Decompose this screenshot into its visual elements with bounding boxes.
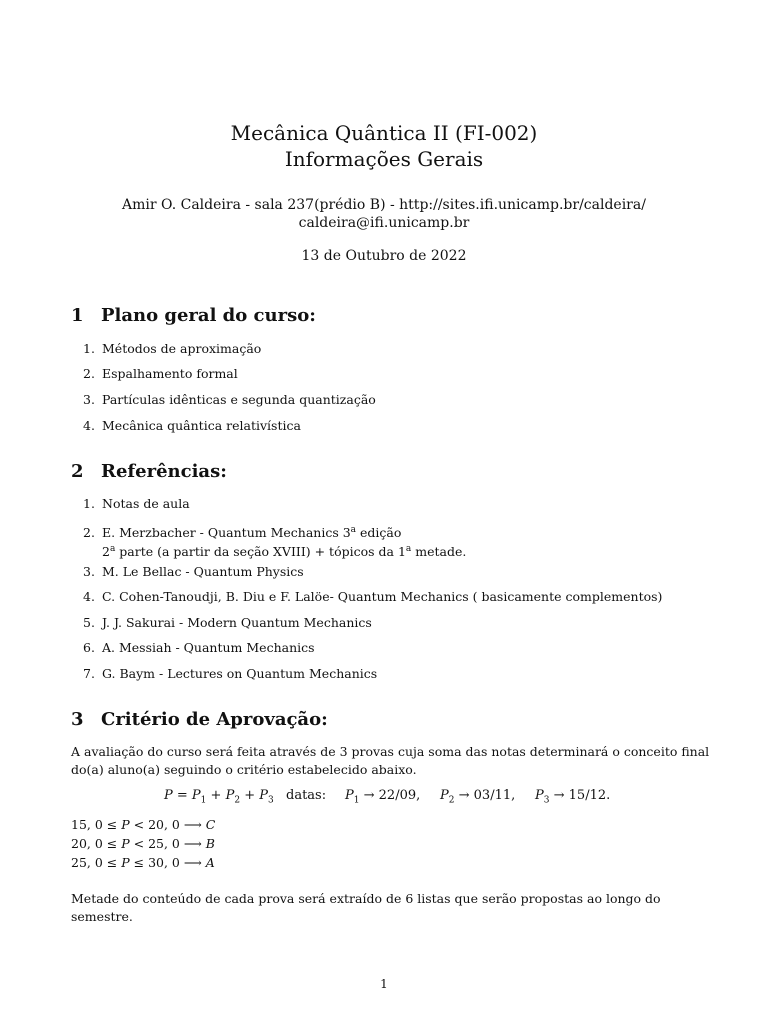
list-item: 2. E. Merzbacher - Quantum Mechanics 3$^a$ edição 2$^a$ parte (a partir da seção XVIII) + tópicos da 1$^a$ metade.: [83, 525, 467, 560]
page-number: 1: [380, 977, 388, 991]
grade-criterion: 20, 0 ≤ P < 25, 0 ⟶ B: [71, 836, 215, 851]
list-item: 6. A. Messiah - Quantum Mechanics: [83, 640, 315, 655]
grade-formula: $P = P_1 + P_2 + P_3$: [164, 788, 274, 806]
section-title: Referências:: [101, 461, 227, 482]
list-item: 4. Mecânica quântica relativística: [83, 418, 301, 433]
closing-paragraph: Metade do conteúdo de cada prova será extraído de 6 listas que serão propostas ao longo do semestre.: [71, 891, 661, 924]
list-item: 1. Métodos de aproximação: [83, 341, 262, 356]
list-item: 7. G. Baym - Lectures on Quantum Mechanics: [83, 666, 378, 681]
document-date: 13 de Outubro de 2022: [301, 248, 467, 264]
list-item: 4. C. Cohen-Tanoudji, B. Diu e F. Lalöe- Quantum Mechanics ( basicamente complementos): [83, 589, 663, 604]
title-line-2: Informações Gerais: [284, 147, 484, 171]
author-block: [0, 196, 768, 232]
exam-date-3: $P_3 \to 15/12$.: [535, 788, 611, 806]
list-item: 3. M. Le Bellac - Quantum Physics: [83, 564, 304, 579]
section-number: 1: [71, 305, 84, 326]
list-item: 2. Espalhamento formal: [83, 366, 238, 381]
grade-criterion: 15, 0 ≤ P < 20, 0 ⟶ C: [71, 817, 216, 832]
section-title: Critério de Aprovação:: [101, 709, 328, 730]
section-2-heading: [71, 461, 227, 482]
section-1-heading: [71, 305, 316, 326]
section-title: Plano geral do curso:: [101, 305, 316, 326]
document-title: [0, 120, 768, 172]
section-number: 3: [71, 709, 84, 730]
author-line-1: Amir O. Caldeira - sala 237(prédio B) - http://sites.ifi.unicamp.br/caldeira/: [122, 197, 646, 213]
author-email: caldeira@ifi.unicamp.br: [298, 215, 470, 231]
section-3-heading: [71, 709, 328, 730]
section-number: 2: [71, 461, 84, 482]
list-item: 1. Notas de aula: [83, 496, 190, 511]
list-item: 5. J. J. Sakurai - Modern Quantum Mechanics: [83, 615, 372, 630]
dates-label: datas:: [286, 788, 327, 803]
grade-criterion: 25, 0 ≤ P ≤ 30, 0 ⟶ A: [71, 855, 215, 870]
list-item: 3. Partículas idênticas e segunda quantização: [83, 392, 376, 407]
evaluation-paragraph: A avaliação do curso será feita através de 3 provas cuja soma das notas determinará o conceito final do(a) aluno(a) seguindo o critério estabelecido abaixo.: [71, 744, 710, 777]
exam-date-1: $P_1 \to 22/09$,: [345, 788, 421, 806]
title-line-1: Mecânica Quântica II (FI-002): [230, 121, 538, 145]
exam-date-2: $P_2 \to 03/11$,: [440, 788, 516, 806]
